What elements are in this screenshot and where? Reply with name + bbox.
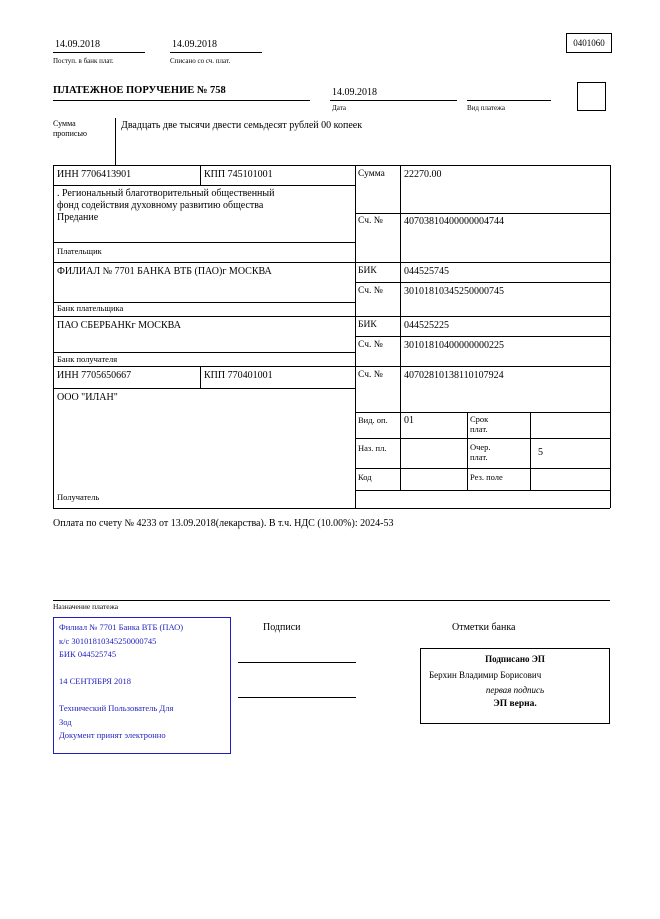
payer-bank-bik: 044525745 bbox=[404, 266, 449, 277]
debited-date-underline bbox=[170, 52, 262, 53]
bank-stamp-line bbox=[59, 689, 225, 703]
electronic-signature-box bbox=[420, 648, 610, 724]
bank-stamp-line: 14 СЕНТЯБРЯ 2018 bbox=[59, 676, 132, 686]
document-date: 14.09.2018 bbox=[332, 87, 377, 98]
payee-account-label: Сч. № bbox=[358, 370, 383, 380]
sum-label: Сумма bbox=[358, 169, 385, 179]
bank-stamp-line: БИК 044525745 bbox=[59, 649, 117, 659]
payee-bank-account: 30101810400000000225 bbox=[404, 340, 504, 351]
pay-term-label: Срок плат. bbox=[470, 414, 489, 435]
table-border bbox=[53, 185, 355, 186]
bank-stamp-line: Документ принят электронно bbox=[59, 730, 166, 740]
bank-stamp-box bbox=[53, 617, 231, 754]
document-title: ПЛАТЕЖНОЕ ПОРУЧЕНИЕ № 758 bbox=[53, 85, 226, 96]
payee-inn: ИНН 7705650667 bbox=[57, 370, 132, 381]
date-label: Дата bbox=[332, 104, 346, 112]
purpose-code-label: Наз. пл. bbox=[358, 443, 387, 453]
table-border bbox=[400, 165, 401, 490]
ep-note: первая подпись bbox=[485, 685, 545, 695]
form-code: 0401060 bbox=[573, 38, 605, 48]
payment-kind-underline bbox=[467, 100, 551, 101]
received-date-label: Поступ. в банк плат. bbox=[53, 57, 114, 65]
payment-purpose-text: Оплата по счету № 4233 от 13.09.2018(лекарства). В т.ч. НДС (10.00%): 2024-53 bbox=[53, 518, 394, 529]
payer-caption: Плательщик bbox=[57, 246, 102, 256]
payee-caption: Получатель bbox=[57, 492, 100, 502]
ep-signer-name: Берхин Владимир Борисович bbox=[429, 670, 542, 680]
table-border bbox=[355, 213, 610, 214]
table-border bbox=[200, 165, 201, 185]
payee-bank-bik-label: БИК bbox=[358, 320, 377, 330]
received-date: 14.09.2018 bbox=[55, 39, 100, 50]
table-border bbox=[467, 412, 468, 490]
bank-stamp-line: Технический Пользователь Для bbox=[59, 703, 174, 713]
table-border bbox=[53, 242, 355, 243]
table-border bbox=[53, 388, 355, 389]
bank-stamp-line: Филиал № 7701 Банка ВТБ (ПАО) bbox=[59, 622, 184, 632]
payer-bank-caption: Банк плательщика bbox=[57, 303, 124, 313]
priority-value: 5 bbox=[538, 447, 543, 458]
bank-marks-header: Отметки банка bbox=[452, 622, 516, 633]
table-border bbox=[530, 412, 531, 490]
table-border bbox=[53, 352, 355, 353]
payer-account: 40703810400000004744 bbox=[404, 216, 504, 227]
table-border bbox=[53, 262, 610, 263]
table-border bbox=[200, 366, 201, 388]
ep-title: Подписано ЭП bbox=[485, 654, 545, 664]
bank-stamp-line bbox=[59, 662, 225, 676]
payee-bank-bik: 044525225 bbox=[404, 320, 449, 331]
payer-bank-bik-label: БИК bbox=[358, 266, 377, 276]
bank-stamp-line: Зод bbox=[59, 716, 72, 727]
reserve-field-label: Рез. поле bbox=[470, 472, 503, 482]
table-border bbox=[53, 508, 610, 509]
payer-inn: ИНН 7706413901 bbox=[57, 169, 132, 180]
payer-bank-name: ФИЛИАЛ № 7701 БАНКА ВТБ (ПАО)г МОСКВА bbox=[57, 266, 272, 277]
code-label: Код bbox=[358, 472, 372, 482]
ep-verdict: ЭП верна. bbox=[493, 699, 537, 709]
table-border bbox=[53, 316, 610, 317]
title-underline bbox=[53, 100, 310, 101]
payee-bank-account-label: Сч. № bbox=[358, 340, 383, 350]
payee-account: 40702810138110107924 bbox=[404, 370, 504, 381]
table-border bbox=[610, 165, 611, 508]
table-border bbox=[355, 438, 610, 439]
payer-bank-account: 30101810345250000745 bbox=[404, 286, 504, 297]
date-underline bbox=[330, 100, 457, 101]
purpose-field-underline bbox=[53, 600, 610, 601]
signature-line bbox=[238, 662, 356, 663]
payer-account-label: Сч. № bbox=[358, 216, 383, 226]
amount-words-value: Двадцать две тысячи двести семьдесят рублей 00 копеек bbox=[121, 120, 363, 131]
debited-date-label: Списано со сч. плат. bbox=[170, 57, 231, 65]
table-border bbox=[355, 490, 610, 491]
payment-purpose-caption: Назначение платежа bbox=[53, 602, 119, 611]
form-code-box bbox=[566, 33, 612, 53]
table-border bbox=[355, 468, 610, 469]
payee-bank-name: ПАО СБЕРБАНКг МОСКВА bbox=[57, 320, 181, 331]
table-border bbox=[355, 336, 610, 337]
payee-kpp: КПП 770401001 bbox=[204, 370, 273, 381]
table-border bbox=[53, 366, 610, 367]
payer-bank-account-label: Сч. № bbox=[358, 286, 383, 296]
debited-date: 14.09.2018 bbox=[172, 39, 217, 50]
bank-stamp-line: к/с 30101810345250000745 bbox=[59, 635, 157, 646]
payer-kpp: КПП 745101001 bbox=[204, 169, 273, 180]
amount-words-label: Сумма прописью bbox=[53, 119, 88, 138]
table-border bbox=[53, 165, 54, 508]
op-kind-value: 01 bbox=[404, 415, 414, 426]
table-border bbox=[355, 282, 610, 283]
received-date-underline bbox=[53, 52, 145, 53]
payee-name: ООО "ИЛАН" bbox=[57, 392, 118, 403]
table-border bbox=[53, 165, 610, 166]
op-kind-label: Вид. оп. bbox=[358, 415, 388, 425]
sum-value: 22270.00 bbox=[404, 169, 442, 180]
payer-name: . Региональный благотворительный общественный фонд содействия духовному развитию общества Предание bbox=[57, 188, 275, 223]
payment-kind-checkbox bbox=[577, 82, 606, 111]
payee-bank-caption: Банк получателя bbox=[57, 354, 118, 364]
amount-cell-border bbox=[115, 118, 116, 165]
priority-label: Очер. плат. bbox=[470, 442, 491, 463]
payment-kind-label: Вид платежа bbox=[467, 104, 506, 112]
table-border bbox=[355, 412, 610, 413]
signatures-header: Подписи bbox=[263, 622, 301, 633]
table-border bbox=[355, 165, 356, 508]
signature-line bbox=[238, 697, 356, 698]
